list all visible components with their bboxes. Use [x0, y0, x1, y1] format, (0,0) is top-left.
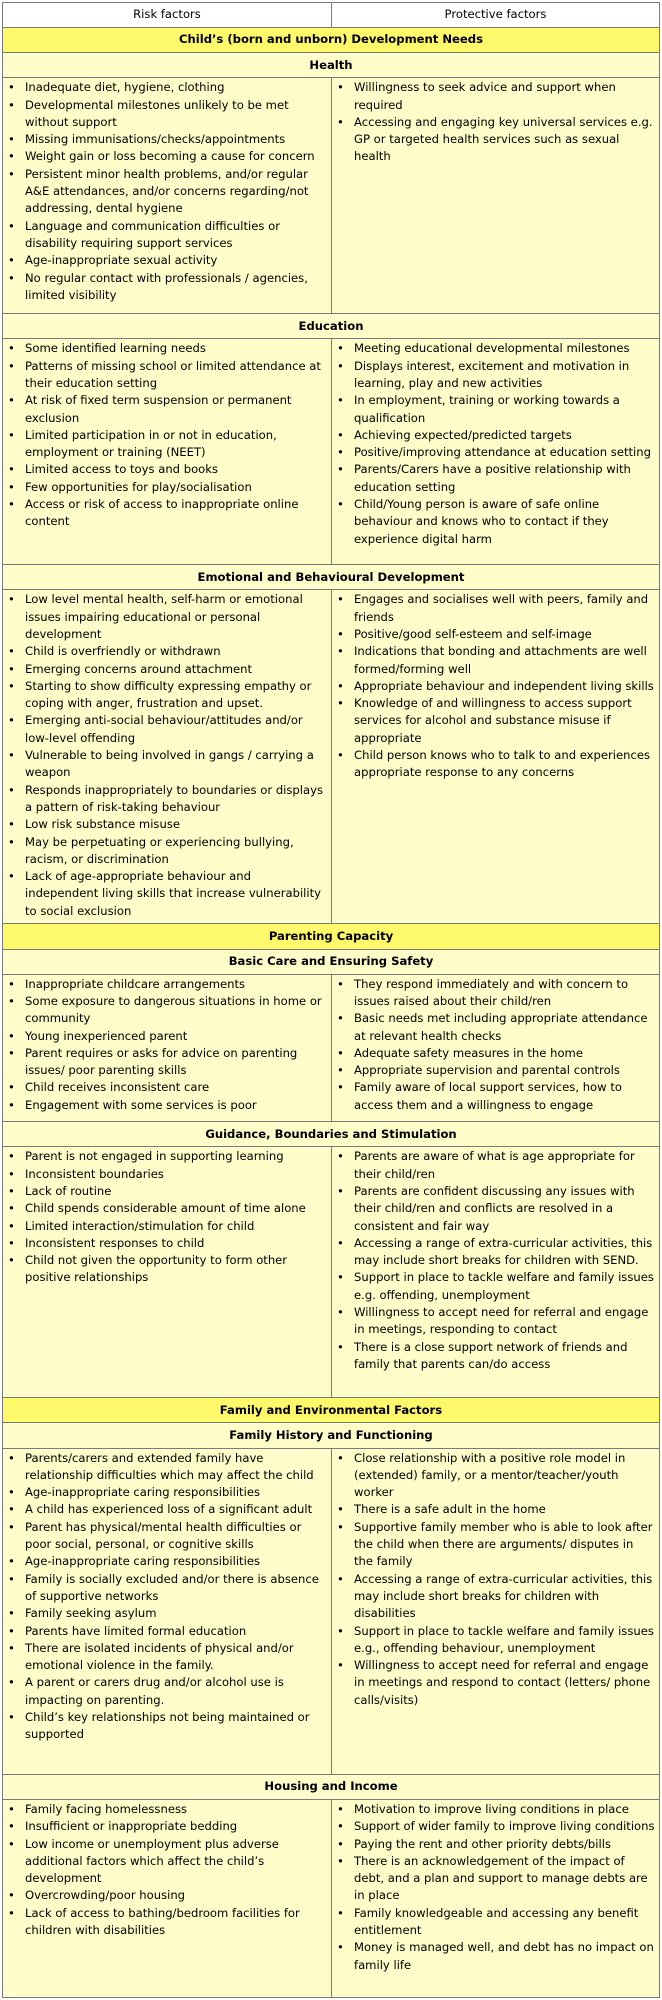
list-item: • Inappropriate childcare arrangements	[7, 976, 327, 993]
subsection-heading-row	[3, 1774, 660, 1799]
list-item: • Lack of routine	[7, 1183, 327, 1200]
subsection-title: Housing and Income	[3, 1774, 660, 1799]
protective-factors-cell	[332, 974, 660, 1122]
list-item: • Willingness to accept need for referral and engage in meetings and respond to contact (letters/ phone calls/visits)	[336, 1657, 655, 1709]
list-item: • Parents are confident discussing any issues with their child/ren and conflicts are resolved in a consistent and fair way	[336, 1183, 655, 1235]
list-item: • Weight gain or loss becoming a cause for concern	[7, 148, 327, 165]
subsection-heading-row	[3, 565, 660, 590]
list-item: • Parents are aware of what is age appropriate for their child/ren	[336, 1148, 655, 1183]
protective-factors-cell	[332, 1448, 660, 1774]
list-item: • Engages and socialises well with peers, family and friends	[336, 591, 655, 626]
list-item: • Parent is not engaged in supporting learning	[7, 1148, 327, 1165]
list-item: • Motivation to improve living conditions in place	[336, 1801, 655, 1818]
list-item: • There is a close support network of friends and family that parents can/do access	[336, 1339, 655, 1374]
subsection-heading-row	[3, 949, 660, 974]
list-item: • Low risk substance misuse	[7, 816, 327, 833]
list-item: • Accessing a range of extra-curricular activities, this may include short breaks for children with SEND.	[336, 1235, 655, 1270]
subsection-title: Emotional and Behavioural Development	[3, 565, 660, 590]
list-item: • Language and communication difficulties or disability requiring support services	[7, 218, 327, 253]
risk-list	[3, 78, 331, 306]
subsection-title: Education	[3, 314, 660, 339]
list-item: • Low level mental health, self-harm or emotional issues impairing educational or personal development	[7, 591, 327, 643]
subsection-title: Family History and Functioning	[3, 1423, 660, 1448]
factors-row	[3, 590, 660, 924]
subsection-title: Basic Care and Ensuring Safety	[3, 949, 660, 974]
list-item: • Age-inappropriate sexual activity	[7, 252, 327, 269]
list-item: • Engagement with some services is poor	[7, 1097, 327, 1114]
list-item: • Missing immunisations/checks/appointments	[7, 131, 327, 148]
list-item: • Low income or unemployment plus adverse additional factors which affect the child’s development	[7, 1836, 327, 1888]
list-item: • There is a safe adult in the home	[336, 1501, 655, 1518]
list-item: • A parent or carers drug and/or alcohol use is impacting on parenting.	[7, 1674, 327, 1709]
risk-factors-cell	[3, 1800, 332, 1998]
list-item: • Emerging anti-social behaviour/attitudes and/or low-level offending	[7, 712, 327, 747]
protective-list	[332, 1449, 659, 1711]
protective-factors-cell	[332, 78, 660, 314]
protective-list	[332, 1800, 659, 1976]
factors-table	[2, 2, 660, 1998]
list-item: • Indications that bonding and attachments are well formed/forming well	[336, 643, 655, 678]
list-item: • Support in place to tackle welfare and family issues e.g., offending behaviour, unemployment	[336, 1623, 655, 1658]
list-item: • Appropriate supervision and parental controls	[336, 1062, 655, 1079]
list-item: • Paying the rent and other priority debts/bills	[336, 1836, 655, 1853]
subsection-title: Health	[3, 53, 660, 78]
list-item: • Child spends considerable amount of time alone	[7, 1200, 327, 1217]
list-item: • Inconsistent responses to child	[7, 1235, 327, 1252]
list-item: • Positive/good self-esteem and self-image	[336, 626, 655, 643]
list-item: • Displays interest, excitement and motivation in learning, play and new activities	[336, 358, 655, 393]
list-item: • They respond immediately and with concern to issues raised about their child/ren	[336, 976, 655, 1011]
list-item: • Knowledge of and willingness to access support services for alcohol and substance misuse if appropriate	[336, 695, 655, 747]
section-title: Family and Environmental Factors	[3, 1398, 660, 1423]
list-item: • Emerging concerns around attachment	[7, 661, 327, 678]
section-heading-row	[3, 1398, 660, 1423]
risk-factors-heading: Risk factors	[3, 3, 332, 28]
list-item: • Limited participation in or not in education, employment or training (NEET)	[7, 427, 327, 462]
list-item: • Limited access to toys and books	[7, 461, 327, 478]
list-item: • Insufficient or inappropriate bedding	[7, 1818, 327, 1835]
list-item: • Parent requires or asks for advice on parenting issues/ poor parenting skills	[7, 1045, 327, 1080]
list-item: • Accessing and engaging key universal services e.g. GP or targeted health services such as sexual health	[336, 114, 655, 166]
list-item: • Basic needs met including appropriate attendance at relevant health checks	[336, 1010, 655, 1045]
protective-factors-cell	[332, 1147, 660, 1398]
factors-row	[3, 78, 660, 314]
list-item: • There are isolated incidents of physical and/or emotional violence in the family.	[7, 1640, 327, 1675]
list-item: • Willingness to seek advice and support when required	[336, 79, 655, 114]
section-heading-row	[3, 28, 660, 53]
factors-row	[3, 1800, 660, 1998]
list-item: • Inconsistent boundaries	[7, 1166, 327, 1183]
list-item: • Child not given the opportunity to form other positive relationships	[7, 1252, 327, 1287]
list-item: • Appropriate behaviour and independent living skills	[336, 678, 655, 695]
list-item: • There is an acknowledgement of the impact of debt, and a plan and support to manage debts are in place	[336, 1853, 655, 1905]
factors-row	[3, 1147, 660, 1398]
protective-list	[332, 590, 659, 783]
list-item: • Close relationship with a positive role model in (extended) family, or a mentor/teacher/youth worker	[336, 1450, 655, 1502]
risk-list	[3, 1147, 331, 1288]
list-item: • Few opportunities for play/socialisation	[7, 479, 327, 496]
list-item: • Parent has physical/mental health difficulties or poor social, personal, or cognitive skills	[7, 1519, 327, 1554]
risk-factors-cell	[3, 339, 332, 565]
list-item: • Support of wider family to improve living conditions	[336, 1818, 655, 1835]
factors-row	[3, 339, 660, 565]
list-item: • Adequate safety measures in the home	[336, 1045, 655, 1062]
list-item: • Limited interaction/stimulation for child	[7, 1218, 327, 1235]
protective-list	[332, 339, 659, 550]
header-row	[3, 3, 660, 28]
list-item: • A child has experienced loss of a significant adult	[7, 1501, 327, 1518]
subsection-heading-row	[3, 1423, 660, 1448]
risk-list	[3, 1449, 331, 1746]
list-item: • Age-inappropriate caring responsibilities	[7, 1484, 327, 1501]
list-item: • May be perpetuating or experiencing bullying, racism, or discrimination	[7, 834, 327, 869]
list-item: • Family is socially excluded and/or there is absence of supportive networks	[7, 1571, 327, 1606]
section-title: Parenting Capacity	[3, 924, 660, 949]
list-item: • Lack of access to bathing/bedroom facilities for children with disabilities	[7, 1905, 327, 1940]
section-heading-row	[3, 924, 660, 949]
list-item: • Age-inappropriate caring responsibilities	[7, 1553, 327, 1570]
protective-list	[332, 975, 659, 1116]
list-item: • Young inexperienced parent	[7, 1028, 327, 1045]
list-item: • Money is managed well, and debt has no impact on family life	[336, 1939, 655, 1974]
list-item: • Family knowledgeable and accessing any benefit entitlement	[336, 1905, 655, 1940]
list-item: • Vulnerable to being involved in gangs / carrying a weapon	[7, 747, 327, 782]
risk-list	[3, 1800, 331, 1941]
list-item: • No regular contact with professionals / agencies, limited visibility	[7, 270, 327, 305]
subsection-heading-row	[3, 53, 660, 78]
list-item: • Meeting educational developmental milestones	[336, 340, 655, 357]
list-item: • Child receives inconsistent care	[7, 1079, 327, 1096]
list-item: • Achieving expected/predicted targets	[336, 427, 655, 444]
protective-factors-heading: Protective factors	[332, 3, 660, 28]
list-item: • Family facing homelessness	[7, 1801, 327, 1818]
list-item: • Patterns of missing school or limited attendance at their education setting	[7, 358, 327, 393]
list-item: • Lack of age-appropriate behaviour and independent living skills that increase vulnerability to social exclusion	[7, 868, 327, 920]
list-item: • Child person knows who to talk to and experiences appropriate response to any concerns	[336, 747, 655, 782]
risk-list	[3, 339, 331, 532]
list-item: • Family seeking asylum	[7, 1605, 327, 1622]
list-item: • Developmental milestones unlikely to be met without support	[7, 97, 327, 132]
protective-factors-cell	[332, 590, 660, 924]
list-item: • Supportive family member who is able to look after the child when there are arguments/ disputes in the family	[336, 1519, 655, 1571]
protective-factors-cell	[332, 339, 660, 565]
subsection-heading-row	[3, 1122, 660, 1147]
list-item: • At risk of fixed term suspension or permanent exclusion	[7, 392, 327, 427]
risk-factors-cell	[3, 78, 332, 314]
section-title: Child’s (born and unborn) Development Needs	[3, 28, 660, 53]
risk-factors-cell	[3, 1448, 332, 1774]
list-item: • Family aware of local support services, how to access them and a willingness to engage	[336, 1079, 655, 1114]
factors-row	[3, 974, 660, 1122]
list-item: • Child’s key relationships not being maintained or supported	[7, 1709, 327, 1744]
list-item: • Positive/improving attendance at education setting	[336, 444, 655, 461]
list-item: • Parents/Carers have a positive relationship with education setting	[336, 461, 655, 496]
list-item: • Some exposure to dangerous situations in home or community	[7, 993, 327, 1028]
risk-factors-cell	[3, 590, 332, 924]
list-item: • Child/Young person is aware of safe online behaviour and knows who to contact if they experience digital harm	[336, 496, 655, 548]
list-item: • Inadequate diet, hygiene, clothing	[7, 79, 327, 96]
list-item: • In employment, training or working towards a qualification	[336, 392, 655, 427]
risk-list	[3, 975, 331, 1116]
list-item: • Persistent minor health problems, and/or regular A&E attendances, and/or concerns regarding/not addressing, dental hygiene	[7, 166, 327, 218]
list-item: • Responds inappropriately to boundaries or displays a pattern of risk-taking behaviour	[7, 782, 327, 817]
list-item: • Parents have limited formal education	[7, 1623, 327, 1640]
protective-factors-cell	[332, 1800, 660, 1998]
risk-factors-cell	[3, 974, 332, 1122]
list-item: • Starting to show difficulty expressing empathy or coping with anger, frustration and upset.	[7, 678, 327, 713]
list-item: • Access or risk of access to inappropriate online content	[7, 496, 327, 531]
list-item: • Overcrowding/poor housing	[7, 1887, 327, 1904]
subsection-title: Guidance, Boundaries and Stimulation	[3, 1122, 660, 1147]
factors-row	[3, 1448, 660, 1774]
list-item: • Willingness to accept need for referral and engage in meetings, responding to contact	[336, 1304, 655, 1339]
list-item: • Some identified learning needs	[7, 340, 327, 357]
risk-factors-cell	[3, 1147, 332, 1398]
list-item: • Child is overfriendly or withdrawn	[7, 643, 327, 660]
list-item: • Parents/carers and extended family have relationship difficulties which may affect the child	[7, 1450, 327, 1485]
list-item: • Accessing a range of extra-curricular activities, this may include short breaks for children with disabilities	[336, 1571, 655, 1623]
risk-list	[3, 590, 331, 922]
protective-list	[332, 78, 659, 167]
protective-list	[332, 1147, 659, 1375]
subsection-heading-row	[3, 314, 660, 339]
list-item: • Support in place to tackle welfare and family issues e.g. offending, unemployment	[336, 1269, 655, 1304]
